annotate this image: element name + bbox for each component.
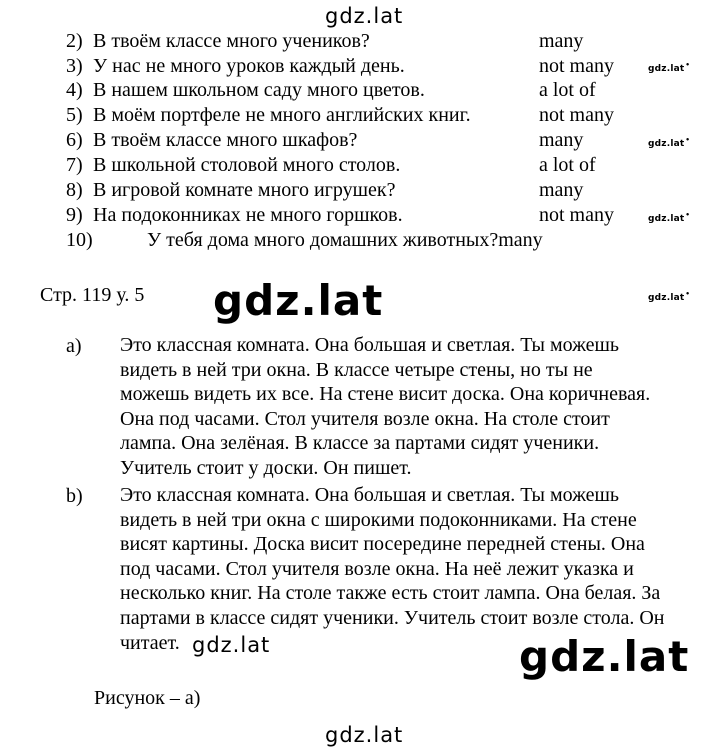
item-number: 4) xyxy=(66,79,83,101)
item-number: 6) xyxy=(66,129,83,151)
item-text: В твоём классе много учеников? xyxy=(93,30,370,52)
paragraph-line: читает. xyxy=(120,631,180,654)
item-number: 5) xyxy=(66,104,83,126)
paragraph-label: a) xyxy=(66,335,82,357)
watermark-bottom: gdz.lat xyxy=(325,723,404,747)
item-number: 9) xyxy=(66,204,83,226)
paragraph-line: Это классная комната. Она большая и светлая. Ты можешь xyxy=(120,484,620,506)
item-number: 7) xyxy=(66,154,83,176)
item-number: 8) xyxy=(66,179,83,201)
paragraph-line: несколько книг. На столе также есть стоит лампа. Она белая. За xyxy=(120,582,661,605)
item-text: У тебя дома много домашних животных?many xyxy=(147,229,543,251)
paragraph-line: видеть в ней три окна с широкими подоконниками. На стене xyxy=(120,508,637,531)
section-heading: Стр. 119 у. 5 xyxy=(40,284,145,306)
item-answer: many xyxy=(539,179,584,201)
item-answer: many xyxy=(539,30,584,52)
watermark-inline: gdz.lat xyxy=(192,633,271,657)
paragraph-a xyxy=(120,333,700,481)
item-text: В твоём классе много шкафов? xyxy=(93,129,358,151)
figure-caption: Рисунок – а) xyxy=(94,687,201,709)
paragraph-line: висят картины. Доска висит посередине передней стены. Она xyxy=(120,533,645,556)
paragraph-line: Это классная комната. Она большая и светлая. Ты можешь xyxy=(120,334,620,356)
item-answer: not many xyxy=(539,104,614,126)
watermark-side: gdz.lat • xyxy=(648,211,690,224)
watermark-side: gdz.lat • xyxy=(648,61,690,74)
watermark-side: gdz.lat • xyxy=(648,136,690,149)
item-answer: not many xyxy=(539,204,614,226)
watermark-large: gdz.lat xyxy=(519,632,690,681)
item-number: 10) xyxy=(66,229,93,251)
watermark-side: gdz.lat • xyxy=(648,290,690,303)
watermark-top: gdz.lat xyxy=(325,4,404,28)
paragraph-line: партами в классе сидят ученики. Учитель стоит возле стола. Он xyxy=(120,606,665,629)
paragraph-line: Учитель стоит у доски. Он пишет. xyxy=(120,456,412,479)
paragraph-line: видеть в ней три окна. В классе четыре стены, но ты не xyxy=(120,358,593,381)
item-answer: a lot of xyxy=(539,154,596,176)
item-text: В школьной столовой много столов. xyxy=(93,154,401,176)
item-answer: a lot of xyxy=(539,79,596,101)
paragraph-label: b) xyxy=(66,485,83,507)
paragraph-line: лампа. Она зелёная. В классе за партами сидят ученики. xyxy=(120,432,600,455)
paragraph-line: под часами. Стол учителя возле окна. На неё лежит указка и xyxy=(120,557,634,580)
paragraph-line: Она под часами. Стол учителя возле окна. На столе стоит xyxy=(120,407,610,430)
item-number: 3) xyxy=(66,55,83,77)
item-text: В нашем школьном саду много цветов. xyxy=(93,79,425,101)
watermark-large: gdz.lat xyxy=(213,276,384,325)
item-text: В игровой комнате много игрушек? xyxy=(93,179,396,201)
paragraph-b xyxy=(120,483,700,655)
item-text: В моём портфеле не много английских книг. xyxy=(93,104,471,126)
item-answer: not many xyxy=(539,55,614,77)
item-text: У нас не много уроков каждый день. xyxy=(93,55,405,77)
item-number: 2) xyxy=(66,30,83,52)
item-answer: many xyxy=(539,129,584,151)
paragraph-line: можешь видеть их все. На стене висит доска. Она коричневая. xyxy=(120,383,651,406)
item-text: На подоконниках не много горшков. xyxy=(93,204,403,226)
